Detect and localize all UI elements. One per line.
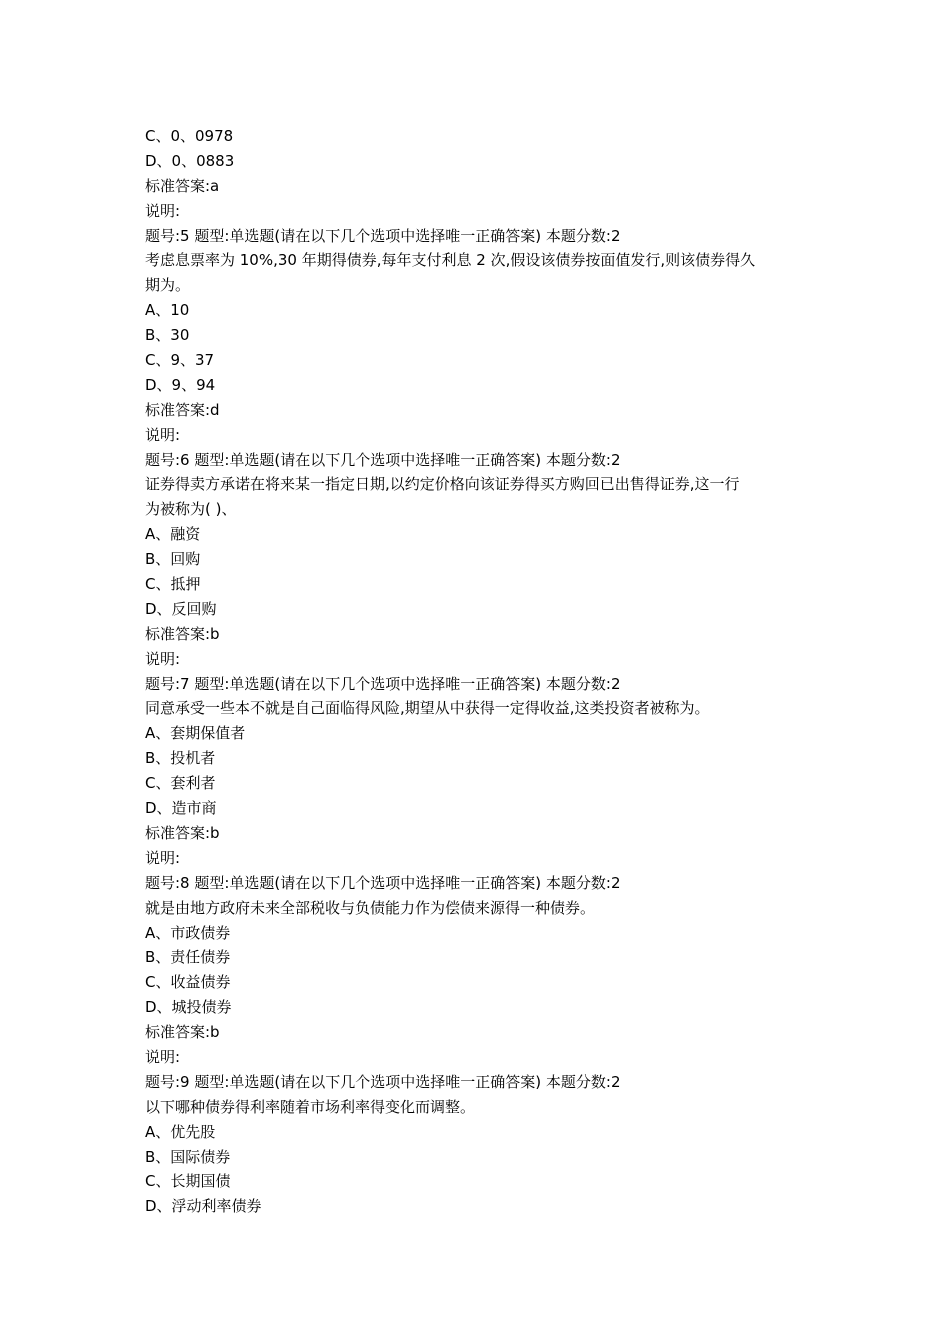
option-b: B、责任债券	[145, 948, 231, 967]
explanation: 说明:	[145, 201, 181, 220]
question-stem-cont: 为被称为( )、	[145, 500, 237, 519]
explanation: 说明:	[145, 425, 181, 444]
option-c: C、9、37	[145, 351, 215, 370]
option-d: D、9、94	[145, 375, 216, 394]
option-d: D、城投债券	[145, 998, 232, 1017]
answer: 标准答案:a	[145, 176, 220, 195]
question-header: 题号:7 题型:单选题(请在以下几个选项中选择唯一正确答案) 本题分数:2	[145, 674, 621, 693]
question-stem-cont: 期为。	[145, 276, 191, 295]
option-d: D、造市商	[145, 799, 217, 818]
answer: 标准答案:b	[145, 823, 220, 842]
question-stem: 同意承受一些本不就是自己面临得风险,期望从中获得一定得收益,这类投资者被称为。	[145, 699, 710, 718]
option-d: D、反回购	[145, 599, 217, 618]
option-d: D、0、0883	[145, 151, 235, 170]
option-d: D、浮动利率债券	[145, 1197, 262, 1216]
document-page	[145, 124, 825, 1219]
answer: 标准答案:d	[145, 400, 220, 419]
question-stem: 以下哪种债券得利率随着市场利率得变化而调整。	[145, 1097, 476, 1116]
option-a: A、优先股	[145, 1122, 216, 1141]
option-b: B、30	[145, 326, 190, 345]
option-c: C、抵押	[145, 575, 201, 594]
option-a: A、套期保值者	[145, 724, 246, 743]
option-a: A、市政债券	[145, 923, 231, 942]
option-a: A、10	[145, 301, 190, 320]
question-stem: 证券得卖方承诺在将来某一指定日期,以约定价格向该证券得买方购回已出售得证券,这一行	[145, 475, 740, 494]
question-header: 题号:8 题型:单选题(请在以下几个选项中选择唯一正确答案) 本题分数:2	[145, 873, 621, 892]
option-c: C、0、0978	[145, 127, 234, 145]
explanation: 说明:	[145, 649, 181, 668]
option-b: B、投机者	[145, 749, 216, 768]
explanation: 说明:	[145, 1047, 181, 1066]
option-b: B、回购	[145, 550, 201, 569]
question-stem: 就是由地方政府未来全部税收与负债能力作为偿债来源得一种债券。	[145, 898, 596, 917]
answer: 标准答案:b	[145, 624, 220, 643]
option-a: A、融资	[145, 525, 201, 544]
question-header: 题号:6 题型:单选题(请在以下几个选项中选择唯一正确答案) 本题分数:2	[145, 450, 621, 469]
option-c: C、套利者	[145, 774, 216, 793]
option-c: C、长期国债	[145, 1172, 231, 1191]
question-header: 题号:9 题型:单选题(请在以下几个选项中选择唯一正确答案) 本题分数:2	[145, 1072, 621, 1091]
question-stem: 考虑息票率为 10%,30 年期得债券,每年支付利息 2 次,假设该债券按面值发行,则该债券得久	[145, 251, 756, 270]
question-header: 题号:5 题型:单选题(请在以下几个选项中选择唯一正确答案) 本题分数:2	[145, 226, 621, 245]
option-b: B、国际债券	[145, 1147, 231, 1166]
option-c: C、收益债券	[145, 973, 231, 992]
answer: 标准答案:b	[145, 1023, 220, 1042]
explanation: 说明:	[145, 848, 181, 867]
